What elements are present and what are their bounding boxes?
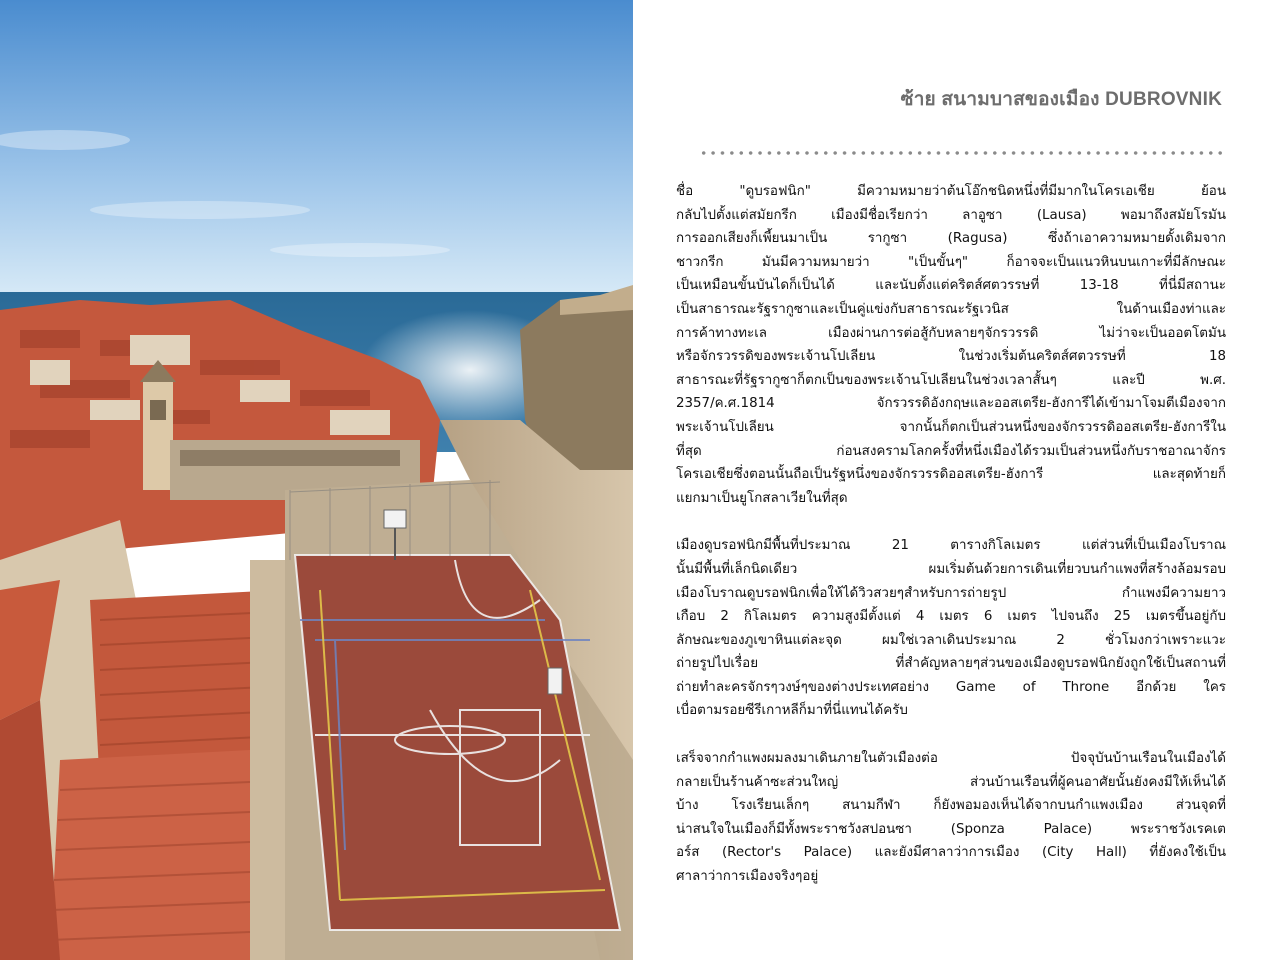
text-line: ศาลาว่าการเมืองจริงๆอยู่	[676, 869, 819, 885]
basketball-court-photo	[0, 0, 633, 960]
text-line: อร์ส (Rector's Palace) และยังมีศาลาว่าการเมือง (City Hall) ที่ยังคงใช้เป็น	[676, 845, 1226, 861]
text-line: บ้าง โรงเรียนเล็กๆ สนามกีฬา ก็ยังพอมองเห็นได้จากบนกำแพงเมือง ส่วนจุดที่	[676, 798, 1226, 814]
paragraph-city-walls	[676, 534, 1226, 723]
text-line: การค้าทางทะเล เมืองผ่านการต่อสู้กับหลายๆจักรวรรดิ ไม่ว่าจะเป็นออตโตมัน	[676, 325, 1226, 341]
text-line: เบื่อตามรอยซีรีเกาหลีก็มาที่นี่แทนได้ครับ	[676, 703, 908, 719]
paragraph-history	[676, 180, 1226, 510]
text-line: หรือจักรวรรดิของพระเจ้านโปเลียน ในช่วงเริ่มต้นคริตส์ศตวรรษที่ 18	[676, 349, 1226, 365]
text-line: พระเจ้านโปเลียน จากนั้นก็ตกเป็นส่วนหนึ่งของจักรวรรดิออสเตรีย-ฮังการีใน	[676, 419, 1226, 435]
text-line: ชื่อ "ดูบรอฟนิก" มีความหมายว่าต้นโอ๊กชนิดหนึ่งที่มีมากในโครเอเชีย ย้อน	[676, 184, 1226, 199]
text-line: เป็นสาธารณะรัฐรากูซาและเป็นคู่แข่งกับสาธารณะรัฐเวนิส ในด้านเมืองท่าและ	[676, 301, 1226, 317]
text-line: ถ่ายทำละครจักรๆวงษ์ๆของต่างประเทศอย่าง Game of Throne อีกด้วย ใคร	[676, 679, 1226, 695]
text-line: 2357/ค.ศ.1814 จักรวรรดิอังกฤษและออสเตรีย-ฮังการีได้เข้ามาโจมตีเมืองจาก	[676, 396, 1226, 412]
text-line: กลับไปตั้งแต่สมัยกรีก เมืองมีชื่อเรียกว่า ลาอูซา (Lausa) พอมาถึงสมัยโรมัน	[676, 207, 1226, 223]
text-line: เกือบ 2 กิโลเมตร ความสูงมีตั้งแต่ 4 เมตร 6 เมตร ไปจนถึง 25 เมตรขึ้นอยู่กับ	[676, 609, 1226, 625]
text-line: ชาวกรีก มันมีความหมายว่า "เป็นขั้นๆ" ก็อาจจะเป็นแนวหินบนเกาะที่มีลักษณะ	[676, 254, 1226, 270]
article-body	[676, 180, 1226, 913]
photo-caption: ซ้าย สนามบาสของเมือง DUBROVNIK	[900, 89, 1222, 110]
text-line: ลักษณะของภูเขาหินแต่ละจุด ผมใช่เวลาเดินประมาณ 2 ชั่วโมงกว่าเพราะแวะ	[676, 632, 1226, 648]
text-line: ถ่ายรูปไปเรื่อย ที่สำคัญหลายๆส่วนของเมืองดูบรอฟนิกยังถูกใช้เป็นสถานที่	[676, 656, 1226, 672]
dotted-divider	[699, 150, 1225, 156]
text-line: กลายเป็นร้านค้าซะส่วนใหญ่ ส่วนบ้านเรือนที่ผู้คนอาศัยนั้นยังคงมีให้เห็นได้	[676, 774, 1226, 790]
text-line: เป็นเหมือนขั้นบันไดก็เป็นได้ และนับตั้งแต่คริตส์ศตวรรษที่ 13-18 ที่นี่มีสถานะ	[676, 278, 1226, 294]
text-line: สาธารณะที่รัฐรากูซาก็ตกเป็นของพระเจ้านโปเลียนในช่วงเวลาสั้นๆ และปี พ.ศ.	[676, 372, 1226, 388]
text-line: โครเอเชียซึ่งตอนนั้นถือเป็นรัฐหนึ่งของจักรวรรดิออสเตรีย-ฮังการี และสุดท้ายก็	[676, 467, 1226, 483]
article-column	[633, 0, 1280, 960]
text-line: นั้นมีพื้นที่เล็กนิดเดียว ผมเริ่มต้นด้วยการเดินเที่ยวบนกำแพงที่สร้างล้อมรอบ	[676, 561, 1226, 577]
text-line: เสร็จจากกำแพงผมลงมาเดินภายในตัวเมืองต่อ ปัจจุบันบ้านเรือนในเมืองได้	[676, 751, 1226, 767]
text-line: การออกเสียงก็เพี้ยนมาเป็น รากูซา (Ragusa) ซึ่งถ้าเอาความหมายดั้งเดิมจาก	[676, 231, 1226, 247]
text-line: เมืองดูบรอฟนิกมีพื้นที่ประมาณ 21 ตารางกิโลเมตร แต่ส่วนที่เป็นเมืองโบราณ	[676, 538, 1226, 554]
text-line: เมืองโบราณดูบรอฟนิกเพื่อให้ได้วิวสวยๆสำหรับการถ่ายรูป กำแพงมีความยาว	[676, 585, 1226, 601]
text-line: น่าสนใจในเมืองก็มีทั้งพระราชวังสปอนซา (Sponza Palace) พระราชวังเรคเต	[676, 821, 1226, 837]
text-line: ที่สุด ก่อนสงครามโลกครั้งที่หนึ่งเมืองได้รวมเป็นส่วนหนึ่งกับราชอาณาจักร	[676, 443, 1226, 459]
text-line: แยกมาเป็นยูโกสลาเวียในที่สุด	[676, 490, 848, 506]
paragraph-old-town	[676, 747, 1226, 889]
